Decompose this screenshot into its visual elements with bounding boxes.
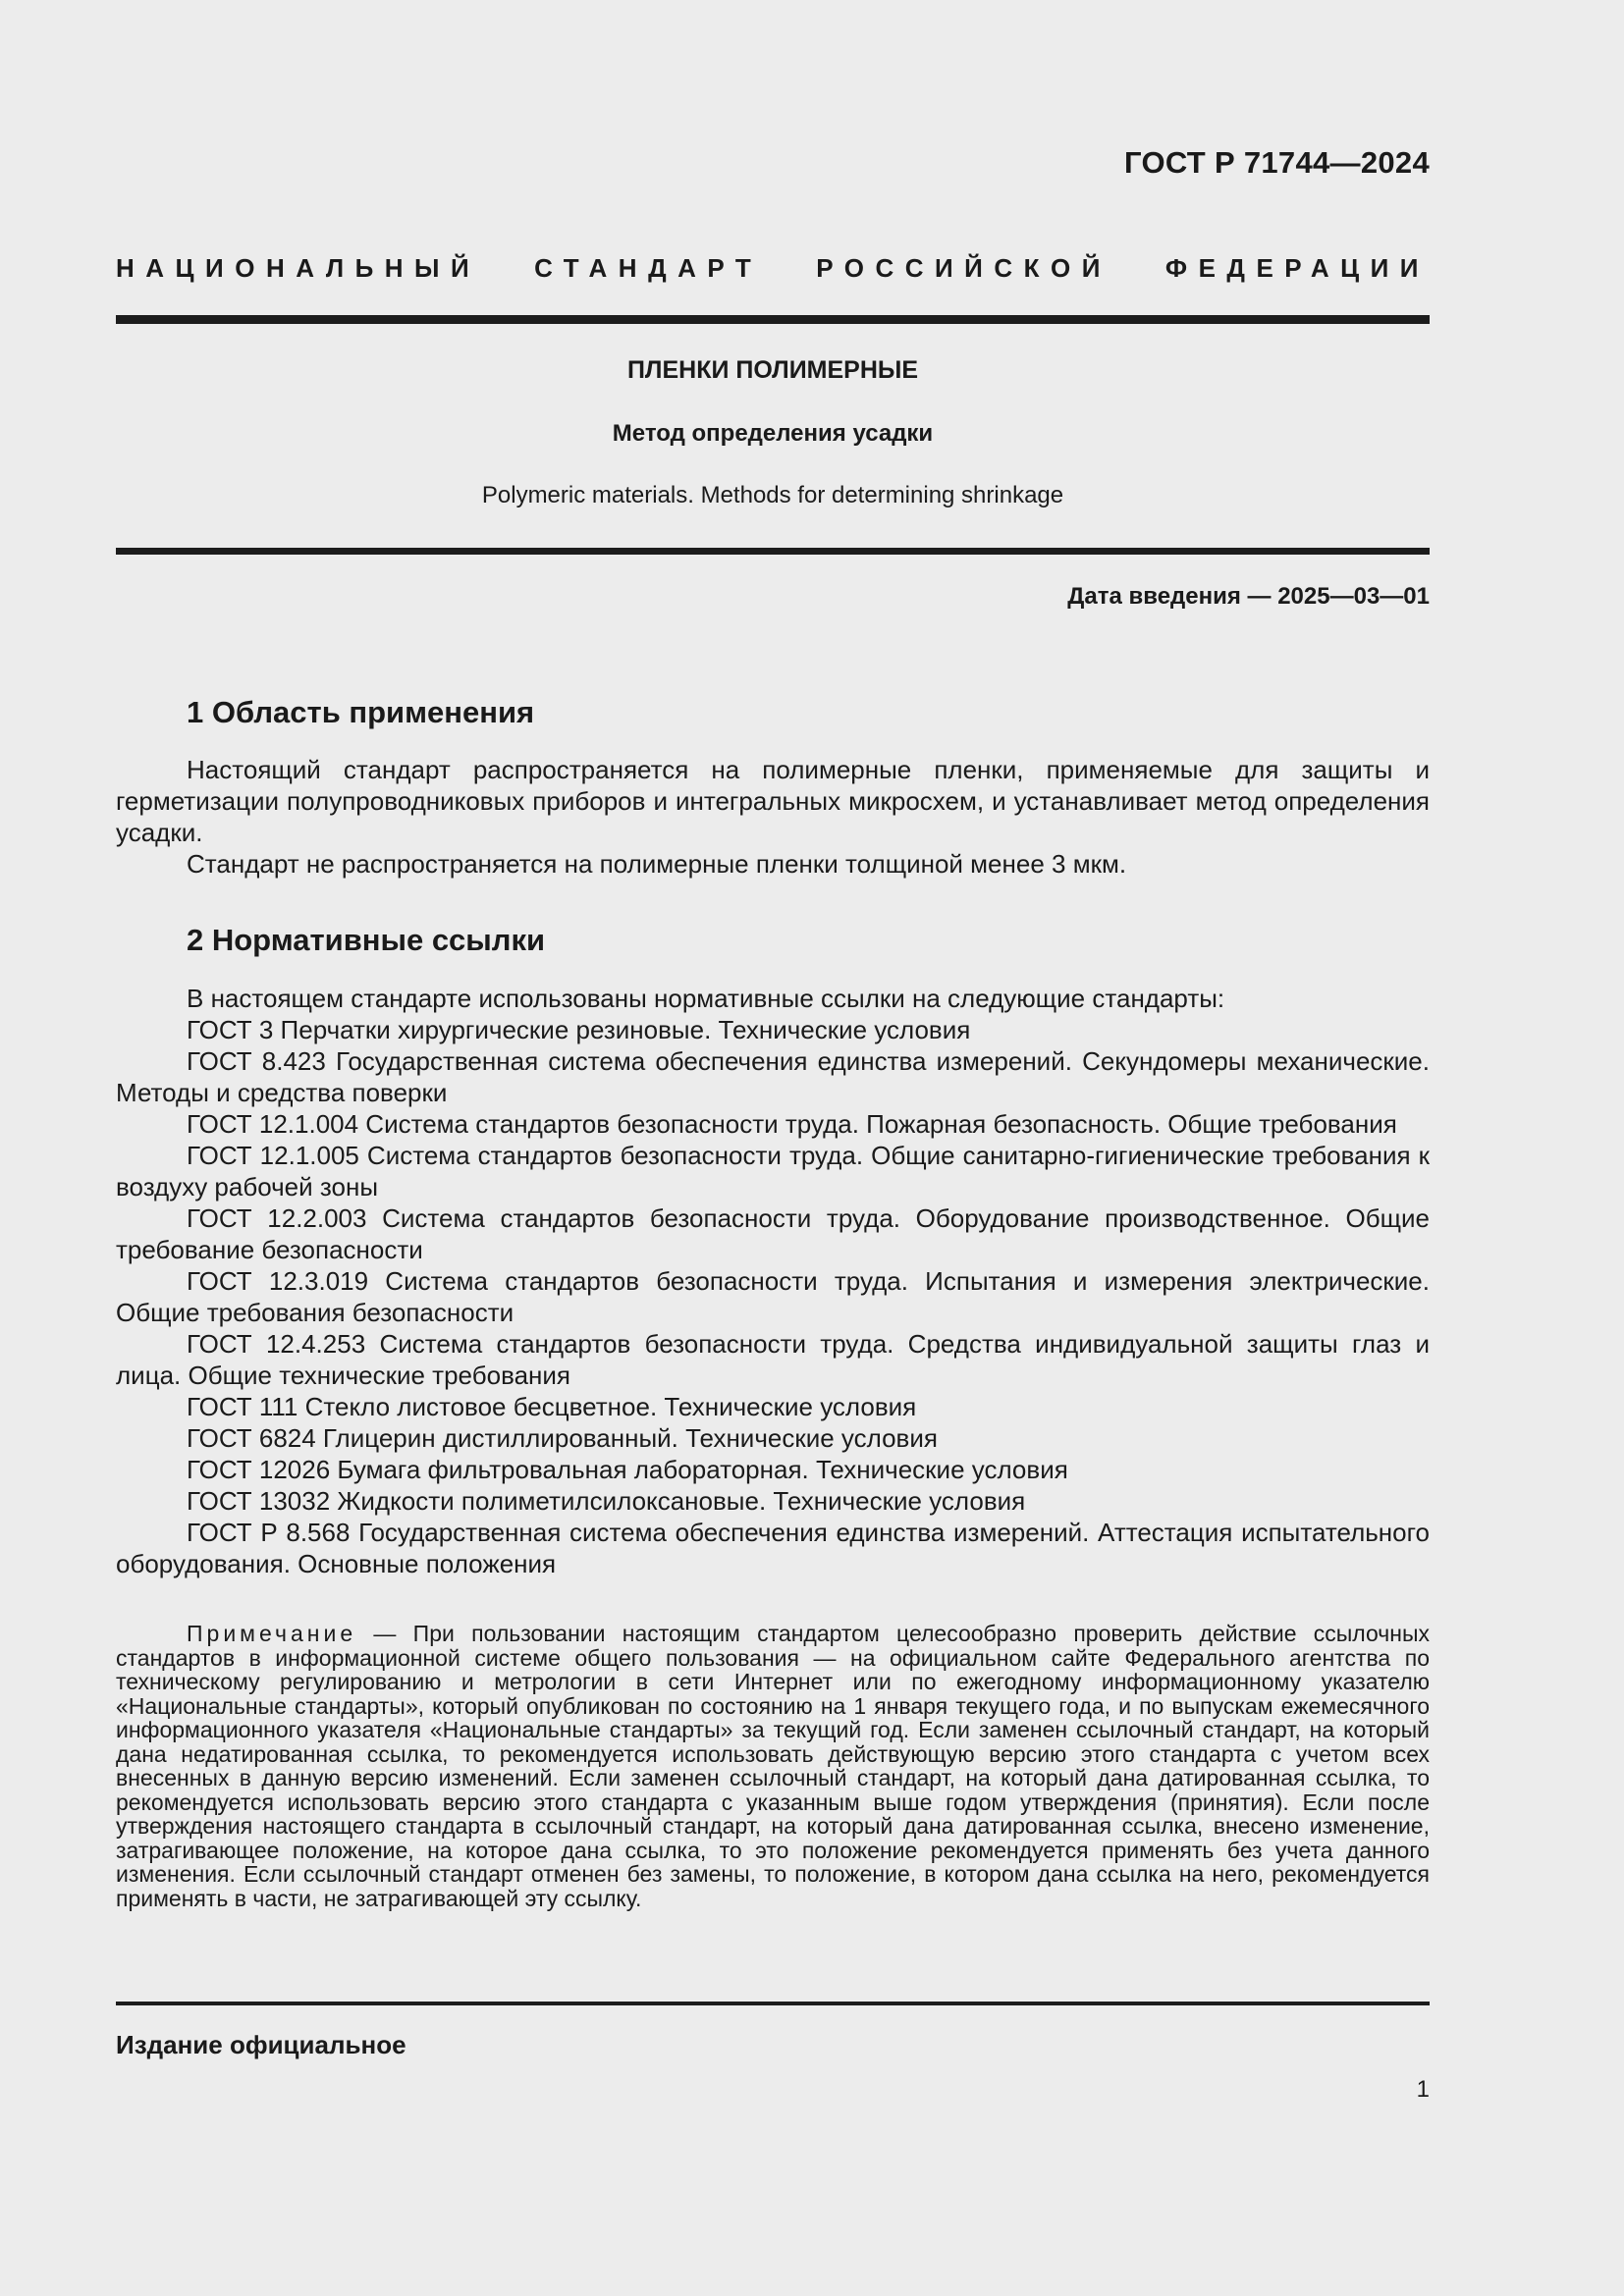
document-subtitle: Метод определения усадки [612, 420, 934, 447]
reference-item: ГОСТ 12.4.253 Система стандартов безопасности труда. Средства индивидуальной защиты глаз и лица. Общие технические требования [116, 1329, 1430, 1390]
references-note [116, 1622, 1430, 1910]
reference-item: ГОСТ 13032 Жидкости полиметилсилоксановые. Технические условия [187, 1486, 1026, 1516]
footer-rule [116, 2002, 1430, 2005]
reference-item: ГОСТ 3 Перчатки хирургические резиновые. Технические условия [187, 1015, 971, 1044]
reference-item: ГОСТ 6824 Глицерин дистиллированный. Технические условия [187, 1423, 938, 1453]
introduction-date: Дата введения — 2025—03—01 [1067, 583, 1430, 610]
reference-item: ГОСТ 111 Стекло листовое бесцветное. Технические условия [187, 1392, 917, 1421]
document-page [116, 0, 1430, 2296]
title-bottom-rule [116, 548, 1430, 555]
references-intro: В настоящем стандарте использованы нормативные ссылки на следующие стандарты: [187, 984, 1225, 1013]
reference-item: ГОСТ Р 8.568 Государственная система обеспечения единства измерений. Аттестация испытательного оборудования. Основные положения [116, 1518, 1430, 1578]
document-title: ПЛЕНКИ ПОЛИМЕРНЫЕ [626, 356, 919, 384]
note-label: Примечание [187, 1621, 357, 1646]
official-edition-label: Издание официальное [116, 2030, 406, 2059]
top-thick-rule [116, 315, 1430, 324]
reference-item: ГОСТ 12.1.004 Система стандартов безопасности труда. Пожарная безопасность. Общие требования [187, 1109, 1397, 1139]
reference-item: ГОСТ 12.3.019 Система стандартов безопасности труда. Испытания и измерения электрические. Общие требования безопасности [116, 1266, 1430, 1327]
section-1-paragraph: Стандарт не распространяется на полимерные пленки толщиной менее 3 мкм. [187, 849, 1127, 879]
reference-item: ГОСТ 12026 Бумага фильтровальная лабораторная. Технические условия [187, 1455, 1068, 1484]
note-text: — При пользовании настоящим стандартом целесообразно проверить действие ссылочных стандартов в информационной системе общего пользования — на официальном сайте Федерального агентства по техническому регулированию и метрологии в сети Интернет или по ежегодному информационному указателю «Национальные стандарты», который опубликован по состоянию на 1 января текущего года, и по выпускам ежемесячного информационного указателя «Национальные стандарты» за текущий год. Если заменен ссылочный стандарт, на который дана недатированная ссылка, то рекомендуется использовать действующую версию этого стандарта с учетом всех внесенных в данную версию изменений. Если заменен ссылочный стандарт, на который дана датированная ссылка, то рекомендуется использовать версию этого стандарта с указанным выше годом утверждения (принятия). Если после утверждения настоящего стандарта в ссылочный стандарт, на который дана датированная ссылка, внесено изменение, затрагивающее положение, на которое дана ссылка, то это положение рекомендуется применять без учета данного изменения. Если ссылочный стандарт отменен без замены, то положение, в котором дана ссылка на него, рекомендуется применять в части, не затрагивающей эту ссылку. [116, 1621, 1430, 1911]
national-standard-banner: НАЦИОНАЛЬНЫЙ СТАНДАРТ РОССИЙСКОЙ ФЕДЕРАЦИИ [116, 253, 1430, 283]
section-1-heading: 1 Область применения [187, 695, 535, 729]
reference-item: ГОСТ 12.1.005 Система стандартов безопасности труда. Общие санитарно-гигиенические требования к воздуху рабочей зоны [116, 1141, 1430, 1201]
document-code: ГОСТ Р 71744—2024 [1124, 145, 1430, 180]
page-number: 1 [1416, 2076, 1430, 2103]
section-1-paragraph: Настоящий стандарт распространяется на полимерные пленки, применяемые для защиты и герметизации полупроводниковых приборов и интегральных микросхем, и устанавливает метод определения усадки. [116, 755, 1430, 847]
section-2-body [116, 983, 1430, 1579]
section-1-body [116, 754, 1430, 880]
document-title-english: Polymeric materials. Methods for determining shrinkage [481, 482, 1064, 508]
reference-item: ГОСТ 8.423 Государственная система обеспечения единства измерений. Секундомеры механические. Методы и средства поверки [116, 1046, 1430, 1107]
section-2-heading: 2 Нормативные ссылки [187, 923, 546, 957]
reference-item: ГОСТ 12.2.003 Система стандартов безопасности труда. Оборудование производственное. Общие требование безопасности [116, 1203, 1430, 1264]
